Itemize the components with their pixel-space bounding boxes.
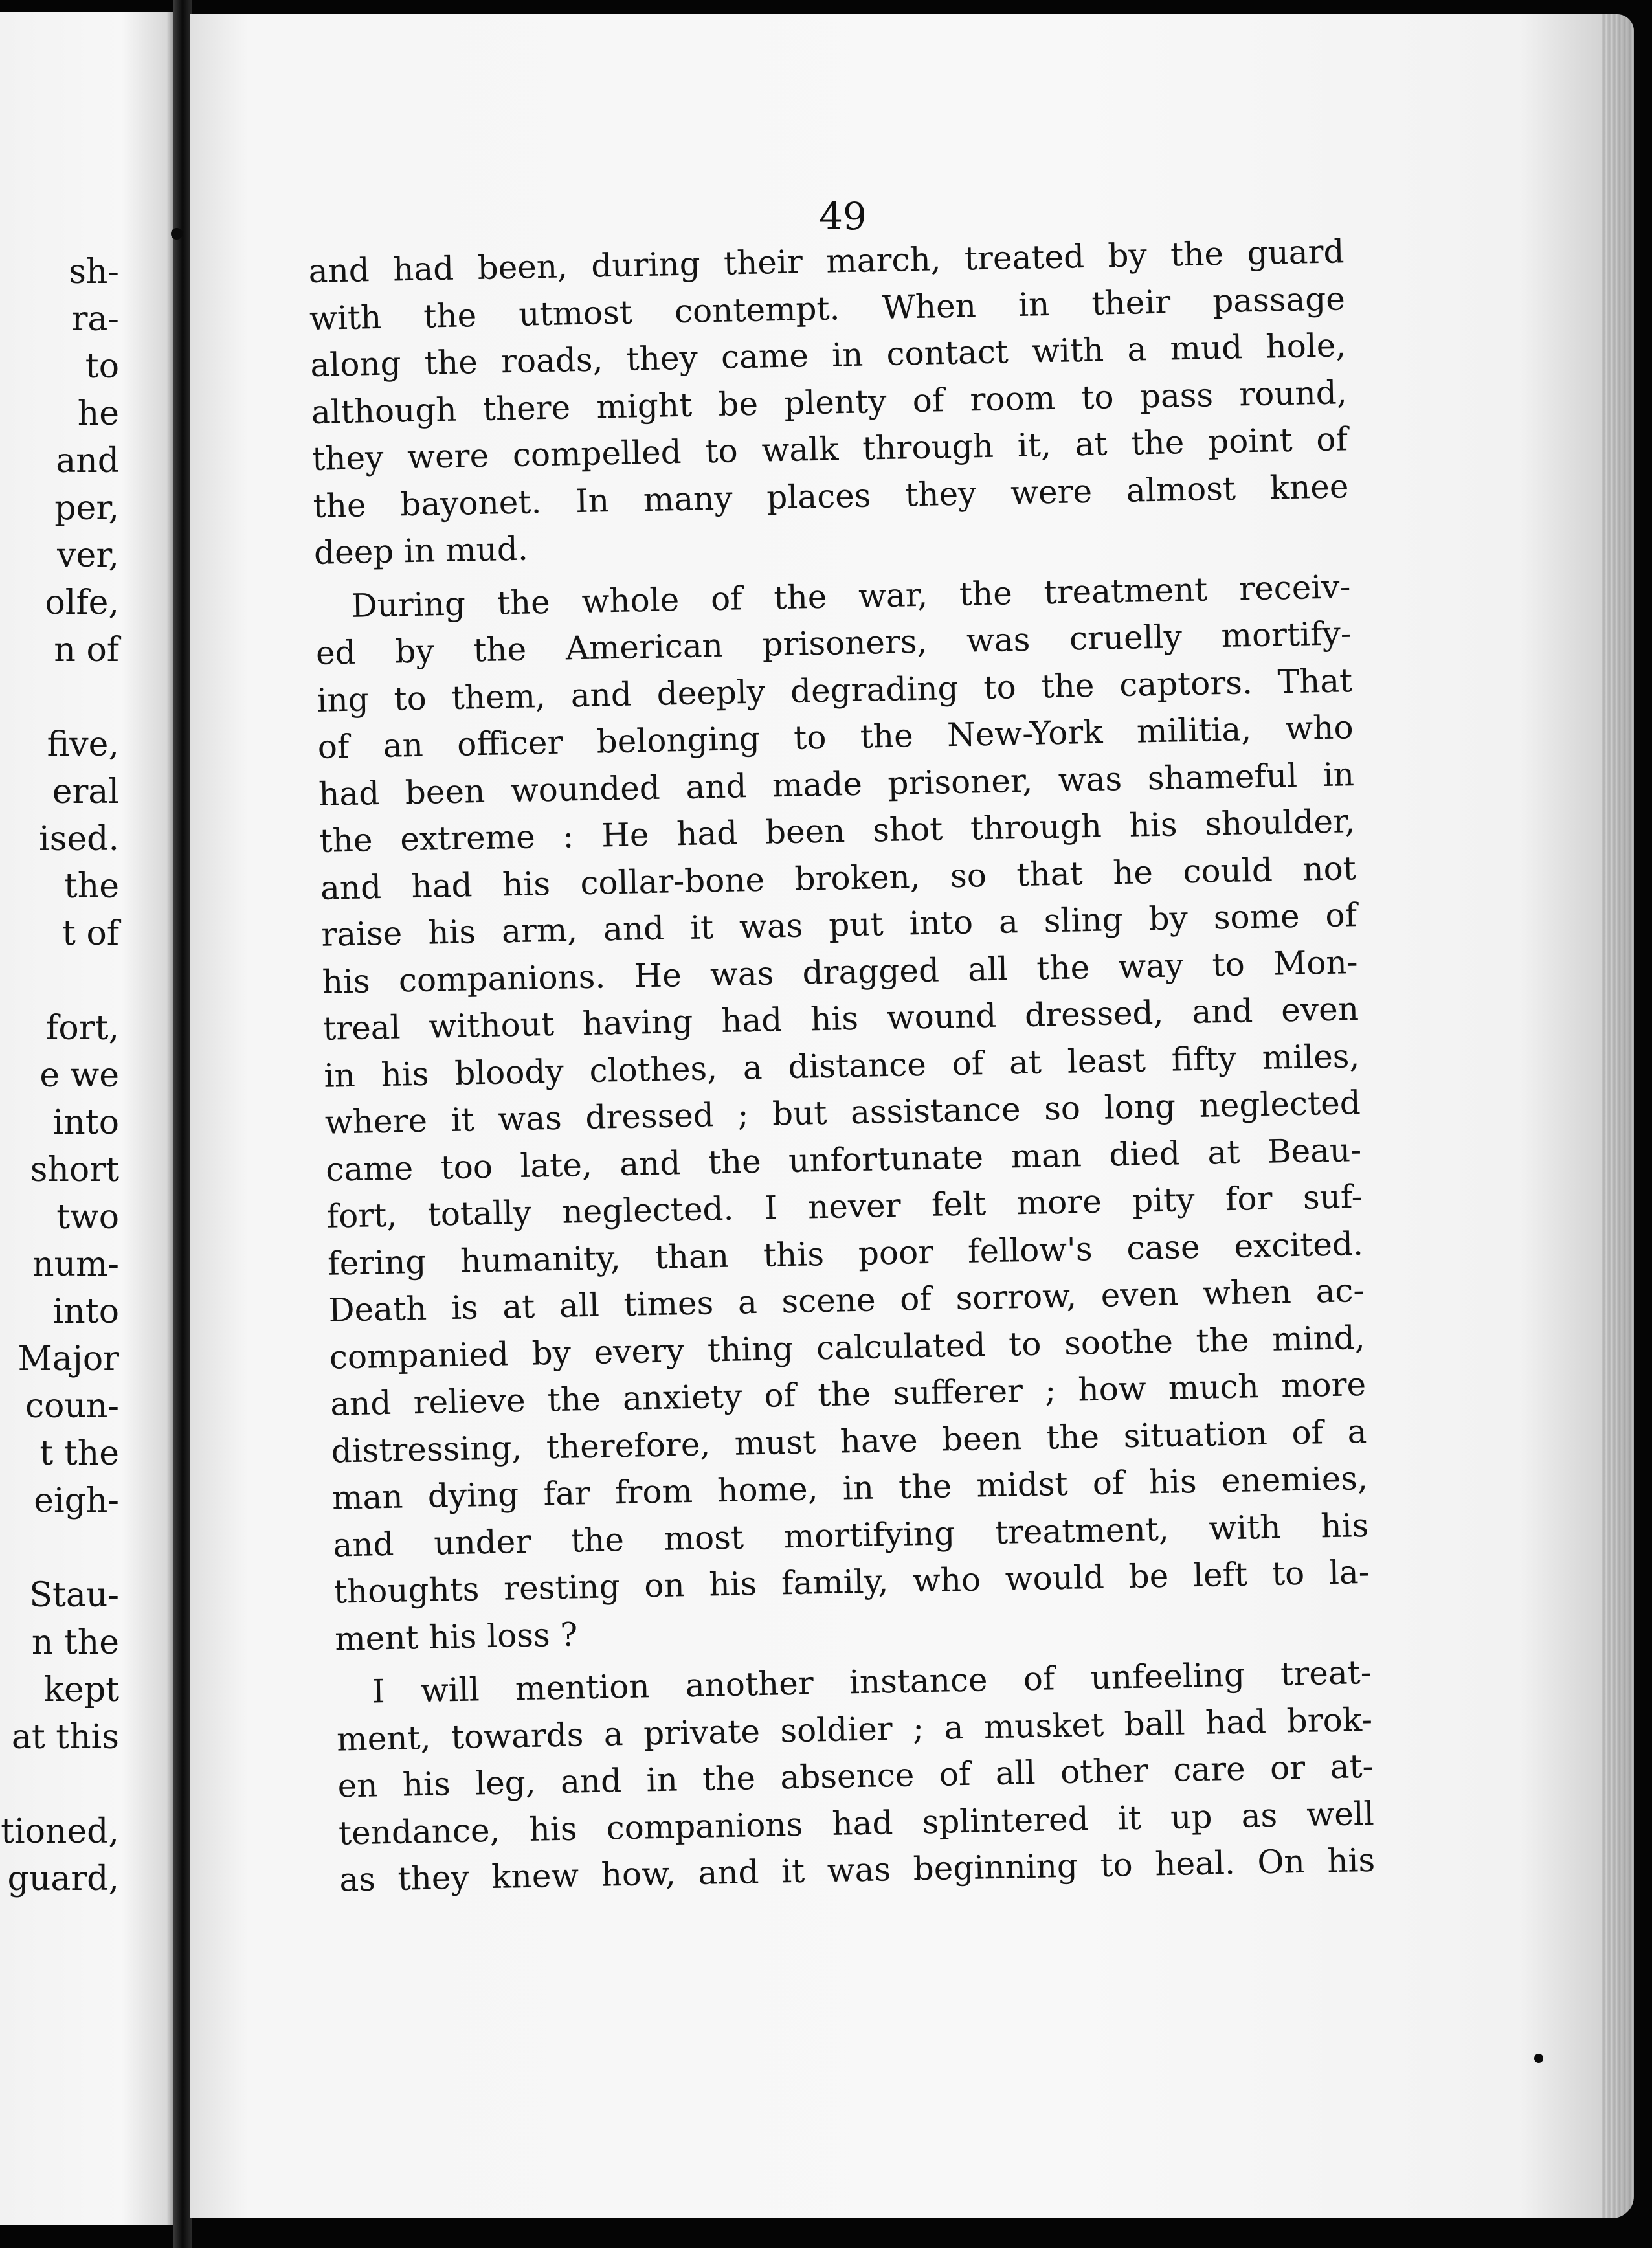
text-line: During the whole of the war, the treatment receiv-	[351, 567, 1351, 625]
left-text-line: he	[77, 394, 119, 433]
left-text-line: into	[52, 1103, 119, 1142]
line-gap	[0, 1525, 119, 1572]
left-text-line: short	[30, 1151, 119, 1189]
text-line: thoughts resting on his family, who would be left to la-	[333, 1553, 1370, 1611]
left-text-line: ver,	[57, 536, 119, 575]
left-text-line: e we	[39, 1056, 119, 1095]
left-text-line: n the	[31, 1623, 119, 1662]
text-line: and had his collar-bone broken, so that he could not	[320, 849, 1357, 907]
text-line: man dying far from home, in the midst of his enemies,	[331, 1459, 1368, 1517]
left-text-line: Major	[17, 1340, 119, 1378]
left-text-line: at this	[11, 1718, 119, 1757]
text-line: ment, towards a private soldier ; a musket ball had brok-	[336, 1700, 1373, 1759]
left-text-line: eral	[52, 772, 119, 811]
text-line: treal without having had his wound dressed, and even	[322, 990, 1359, 1048]
text-line: and had been, during their march, treated by the guard	[308, 232, 1345, 290]
text-line: with the utmost contempt. When in their passage	[309, 279, 1346, 337]
left-text-line: tioned,	[1, 1812, 119, 1851]
paragraph	[308, 228, 1350, 576]
text-line: ing to them, and deeply degrading to the captors. That	[316, 661, 1353, 719]
text-line: had been wounded and made prisoner, was shameful in	[318, 755, 1355, 813]
text-line: along the roads, they came in contact with a mud hole,	[309, 326, 1346, 384]
text-line: came too late, and the unfortunate man died at Beau-	[325, 1130, 1362, 1189]
text-line: although there might be plenty of room to pass round,	[311, 373, 1348, 431]
text-line: of an officer belonging to the New-York militia, who	[317, 708, 1354, 766]
left-text-line: olfe,	[45, 583, 119, 622]
line-gap	[0, 958, 119, 1005]
left-page-text	[0, 249, 119, 1903]
left-text-line: t of	[62, 914, 119, 953]
text-line: they were compelled to walk through it, at the point of	[311, 420, 1348, 478]
left-text-line: num-	[32, 1245, 119, 1284]
book-gutter	[173, 0, 192, 2248]
page-edge-shadow	[1602, 14, 1634, 2218]
page-number: 49	[819, 194, 867, 238]
left-text-line: ised.	[39, 820, 119, 859]
left-text-line: two	[56, 1198, 119, 1237]
ink-speck	[171, 228, 183, 240]
text-line: as they knew how, and it was beginning to heal. On his	[339, 1841, 1376, 1899]
body-text	[308, 228, 1376, 1904]
text-line: his companions. He was dragged all the way to Mon-	[322, 943, 1359, 1001]
left-text-line: Stau-	[29, 1576, 119, 1615]
text-line: Death is at all times a scene of sorrow, even when ac-	[328, 1271, 1365, 1329]
text-line: companied by every thing calculated to soothe the mind,	[329, 1318, 1366, 1377]
left-text-line: sh-	[69, 253, 119, 291]
ink-speck	[1534, 2054, 1543, 2063]
text-line: deep in mud.	[313, 530, 529, 572]
text-line: fering humanity, than this poor fellow's case excited.	[327, 1224, 1364, 1283]
text-line: and relieve the anxiety of the sufferer ; how much more	[329, 1365, 1367, 1423]
text-line: the extreme : He had been shot through his shoulder,	[319, 802, 1356, 860]
left-text-line: per,	[54, 489, 119, 528]
left-text-line: to	[85, 347, 119, 386]
text-line: fort, totally neglected. I never felt more pity for suf-	[326, 1178, 1363, 1235]
text-line: and under the most mortifying treatment, with his	[332, 1506, 1369, 1564]
left-text-line: and	[56, 442, 119, 480]
left-text-line: coun-	[25, 1387, 119, 1426]
text-line: the bayonet. In many places they were almost knee	[313, 467, 1349, 525]
left-text-line: fort,	[46, 1009, 119, 1048]
left-text-line: five,	[47, 725, 119, 764]
left-text-line: t the	[39, 1434, 119, 1473]
text-line: I will mention another instance of unfeeling treat-	[372, 1653, 1372, 1711]
left-text-line: eigh-	[34, 1481, 119, 1520]
left-text-line: guard,	[7, 1860, 119, 1898]
left-page	[0, 12, 173, 2225]
line-gap	[0, 1761, 119, 1808]
text-line: en his leg, and in the absence of all other care or at-	[337, 1747, 1374, 1805]
left-text-line: ra-	[71, 300, 119, 339]
text-line: where it was dressed ; but assistance so long neglected	[324, 1084, 1361, 1141]
text-line: in his bloody clothes, a distance of at least fifty miles,	[323, 1037, 1360, 1095]
paragraph	[315, 563, 1371, 1663]
left-text-line: the	[63, 867, 119, 906]
left-text-line: into	[52, 1292, 119, 1331]
line-gap	[0, 674, 119, 721]
text-line: distressing, therefore, must have been the situation of a	[331, 1412, 1367, 1470]
paragraph	[335, 1649, 1376, 1904]
text-line: tendance, his companions had splintered it up as well	[338, 1794, 1375, 1852]
text-line: raise his arm, and it was put into a sling by some of	[320, 896, 1357, 954]
text-line: ment his loss ?	[334, 1615, 578, 1658]
text-line: ed by the American prisoners, was cruelly mortify-	[315, 614, 1352, 672]
left-text-line: kept	[43, 1670, 119, 1709]
left-text-line: n of	[54, 631, 119, 669]
